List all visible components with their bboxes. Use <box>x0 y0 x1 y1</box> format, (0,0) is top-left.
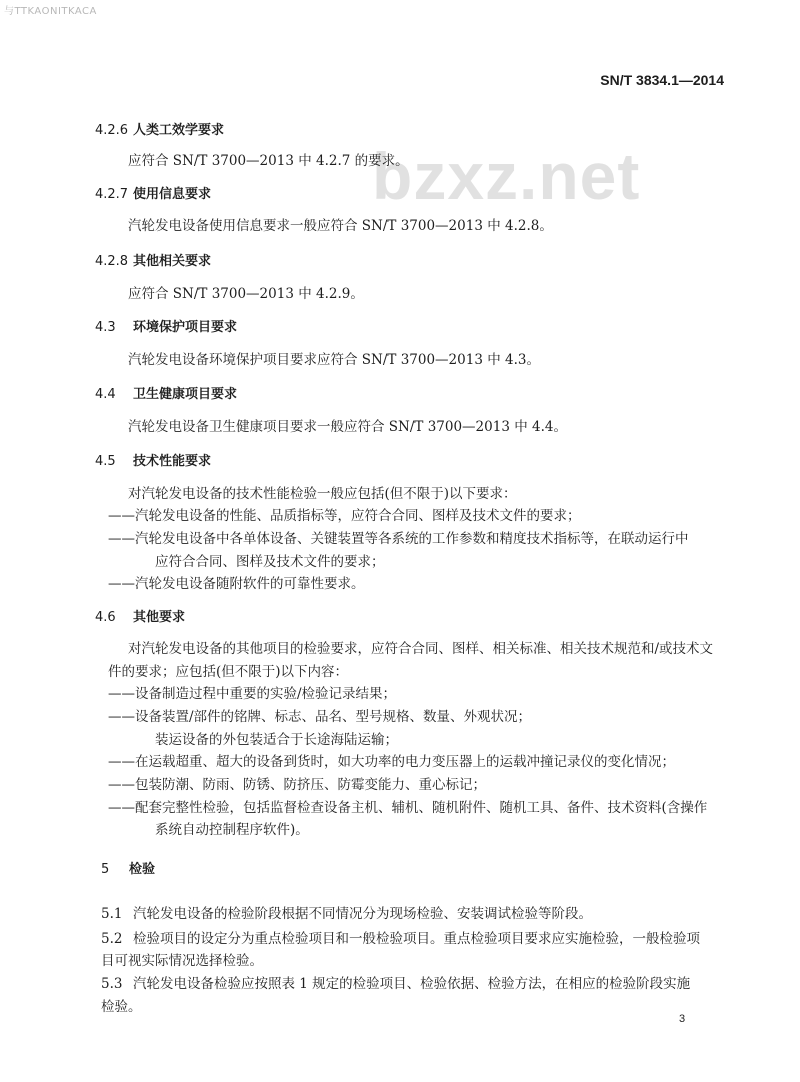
section-heading-4-2-8 <box>95 252 211 272</box>
section-text-4-2-8: 应符合 SN/T 3700—2013 中 4.2.9。 <box>128 286 364 302</box>
section-intro-4-6: 对汽轮发电设备的其他项目的检验要求，应符合合同、图样、相关标准、相关技术规范和/或技术文 <box>128 641 714 657</box>
clause-text: 汽轮发电设备检验应按照表 1 规定的检验项目、检验依据、检验方法，在相应的检验阶段实施 <box>133 976 691 992</box>
list-item: ——汽轮发电设备随附软件的可靠性要求。 <box>108 576 365 592</box>
section-heading-4-2-7 <box>95 185 211 205</box>
clause-number: 5.2 <box>101 931 123 947</box>
list-item-continuation: 装运设备的外包装适合于长途海陆运输； <box>155 732 398 748</box>
list-item: ——汽轮发电设备的性能、品质指标等，应符合合同、图样及技术文件的要求； <box>108 508 581 524</box>
section-title: 其他要求 <box>133 610 186 625</box>
list-item: ——汽轮发电设备中各单体设备、关键装置等各系统的工作参数和精度技术指标等，在联动运行中 <box>108 531 689 547</box>
section-heading-4-6 <box>95 608 185 628</box>
section-title: 技术性能要求 <box>133 454 212 469</box>
section-number: 4.6 <box>95 610 116 625</box>
clause-5-3 <box>101 974 690 994</box>
clause-5-2-continued: 目可视实际情况选择检验。 <box>101 953 263 969</box>
section-number: 4.2.6 <box>95 123 129 138</box>
section-intro-4-6-continued: 件的要求；应包括(但不限于)以下内容： <box>108 664 349 680</box>
section-heading-5 <box>101 860 155 880</box>
section-number: 5 <box>101 862 110 877</box>
clause-text: 汽轮发电设备的检验阶段根据不同情况分为现场检验、安装调试检验等阶段。 <box>133 906 592 922</box>
section-text-4-3: 汽轮发电设备环境保护项目要求应符合 SN/T 3700—2013 中 4.3。 <box>128 352 540 368</box>
clause-5-3-continued: 检验。 <box>101 999 142 1015</box>
list-item-continuation: 应符合合同、图样及技术文件的要求； <box>155 554 385 570</box>
clause-number: 5.3 <box>101 976 123 992</box>
list-item-continuation: 系统自动控制程序软件)。 <box>155 822 309 838</box>
clause-number: 5.1 <box>101 906 123 922</box>
section-title: 环境保护项目要求 <box>133 320 238 335</box>
clause-5-2 <box>101 929 700 949</box>
section-text-4-2-6: 应符合 SN/T 3700—2013 中 4.2.7 的要求。 <box>128 153 409 169</box>
section-heading-4-5 <box>95 452 211 472</box>
page-number: 3 <box>679 1013 686 1025</box>
section-title: 卫生健康项目要求 <box>133 387 238 402</box>
standard-code: SN/T 3834.1—2014 <box>600 72 724 88</box>
list-item: ——配套完整性检验，包括监督检查设备主机、辅机、随机附件、随机工具、备件、技术资料(含操作 <box>108 800 708 816</box>
section-intro-4-5: 对汽轮发电设备的技术性能检验一般应包括(但不限于)以下要求： <box>128 486 517 502</box>
section-number: 4.4 <box>95 387 116 402</box>
list-item: ——包装防潮、防雨、防锈、防挤压、防霉变能力、重心标记； <box>108 777 486 793</box>
list-item: ——设备制造过程中重要的实验/检验记录结果； <box>108 686 397 702</box>
section-number: 4.2.8 <box>95 254 129 269</box>
section-heading-4-2-6 <box>95 121 224 141</box>
section-number: 4.5 <box>95 454 116 469</box>
top-corner-mark: 与TTKAONITKACA <box>4 6 97 17</box>
section-title: 人类工效学要求 <box>133 123 225 138</box>
section-text-4-2-7: 汽轮发电设备使用信息要求一般应符合 SN/T 3700—2013 中 4.2.8。 <box>128 218 553 234</box>
section-number: 4.2.7 <box>95 187 129 202</box>
clause-5-1 <box>101 904 592 924</box>
clause-text: 检验项目的设定分为重点检验项目和一般检验项目。重点检验项目要求应实施检验，一般检验项 <box>133 931 700 947</box>
list-item: ——设备装置/部件的铭牌、标志、品名、型号规格、数量、外观状况； <box>108 709 532 725</box>
section-title: 使用信息要求 <box>133 187 212 202</box>
section-title: 其他相关要求 <box>133 254 212 269</box>
section-heading-4-4 <box>95 385 237 405</box>
list-item: ——在运载超重、超大的设备到货时，如大功率的电力变压器上的运载冲撞记录仪的变化情况； <box>108 754 675 770</box>
section-heading-4-3 <box>95 318 237 338</box>
watermark: bzxz.net <box>372 139 641 213</box>
section-text-4-4: 汽轮发电设备卫生健康项目要求一般应符合 SN/T 3700—2013 中 4.4。 <box>128 419 567 435</box>
section-number: 4.3 <box>95 320 116 335</box>
section-title: 检验 <box>129 862 156 877</box>
